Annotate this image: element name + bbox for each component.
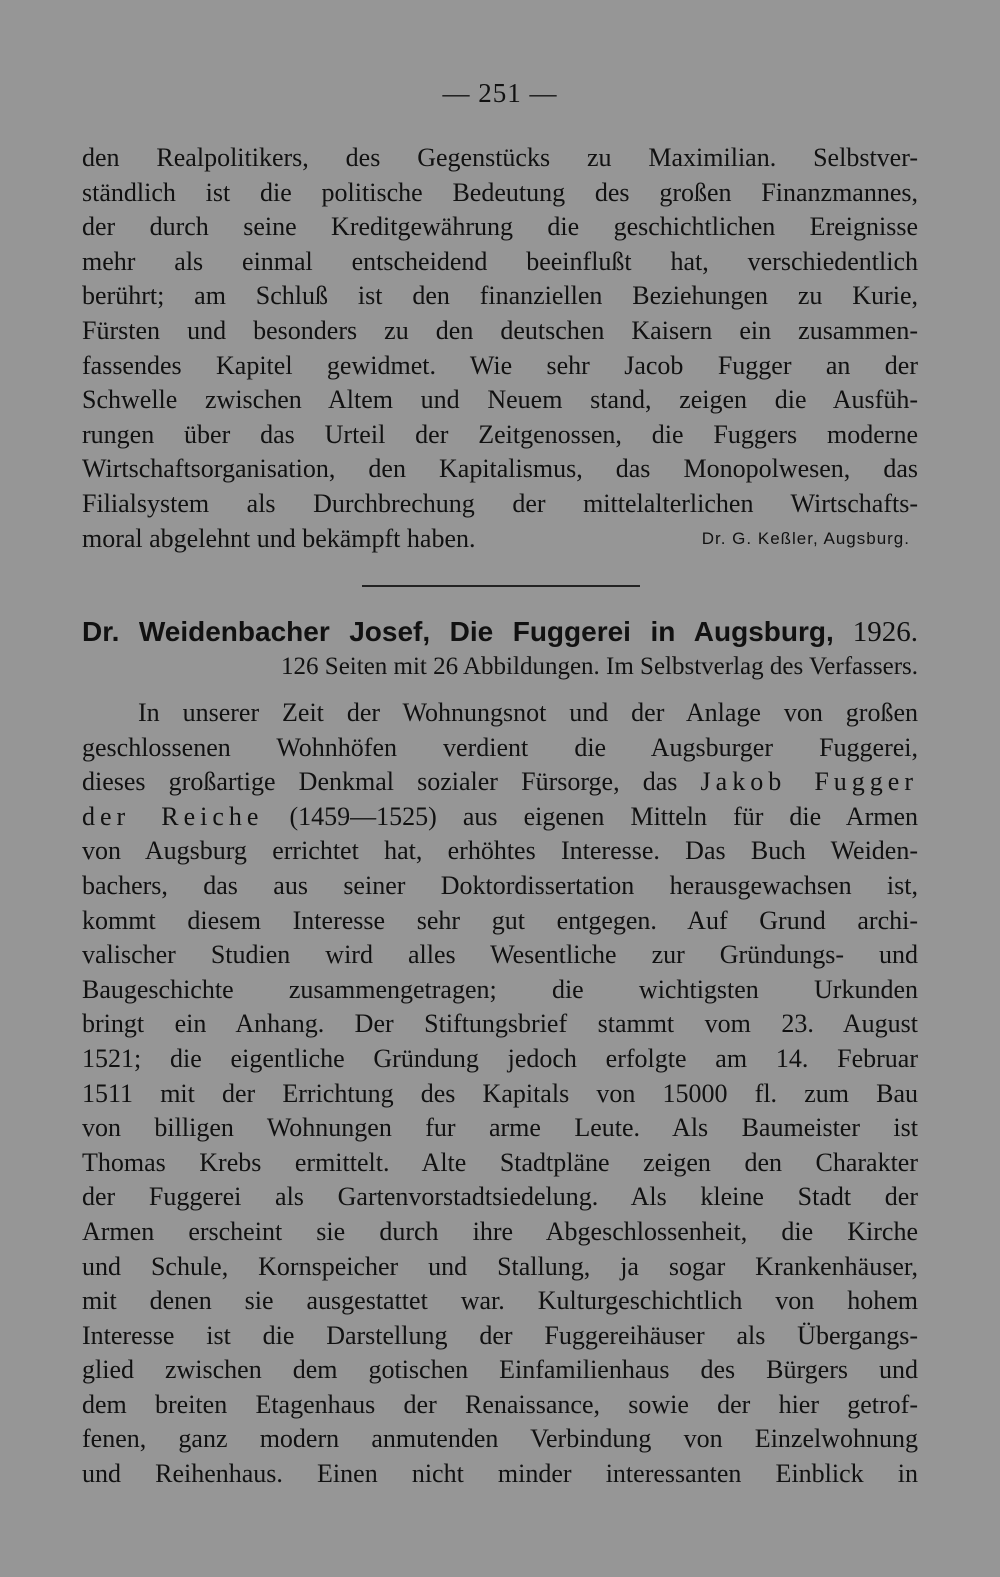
- book-citation: Dr. Weidenbacher Josef, Die Fuggerei in Augsburg,: [82, 616, 834, 647]
- text-line: Filialsystem als Durchbrechung der mittelalterlichen Wirtschafts-: [82, 488, 918, 518]
- review-continuation: [82, 141, 918, 556]
- text-line: [82, 765, 918, 800]
- text-line: Thomas Krebs ermittelt. Alte Stadtpläne zeigen den Charakter: [82, 1147, 918, 1177]
- emphasized-name: der Reiche: [82, 801, 264, 831]
- text-line: Fürsten und besonders zu den deutschen Kaisern ein zusammen-: [82, 315, 918, 345]
- text-line: In unserer Zeit der Wohnungsnot und der Anlage von großen: [138, 698, 918, 727]
- text-line: Wirtschaftsorganisation, den Kapitalismus, das Monopolwesen, das: [82, 454, 918, 484]
- text-line: glied zwischen dem gotischen Einfamilienhaus des Bürgers und: [82, 1355, 918, 1385]
- text-line: 1511 mit der Errichtung des Kapitals von 15000 fl. zum Bau: [82, 1078, 918, 1108]
- text-line: fenen, ganz modern anmutenden Verbindung von Einzelwohnung: [82, 1424, 918, 1454]
- text-line: von Augsburg errichtet hat, erhöhtes Interesse. Das Buch Weiden-: [82, 836, 918, 866]
- text-line: dem breiten Etagenhaus der Renaissance, sowie der hier getrof-: [82, 1389, 918, 1419]
- text-segment: (1459—1525) aus eigenen Mitteln für die Armen: [289, 801, 919, 831]
- text-line: kommt diesem Interesse sehr gut entgegen. Auf Grund archi-: [82, 905, 918, 935]
- text-segment: dieses großartige Denkmal sozialer Fürsorge, das: [82, 767, 678, 797]
- text-line: der Fuggerei als Gartenvorstadtsiedelung. Als kleine Stadt der: [82, 1182, 918, 1212]
- text-line: rungen über das Urteil der Zeitgenossen, die Fuggers moderne: [82, 419, 918, 449]
- text-line: und Schule, Kornspeicher und Stallung, ja sogar Krankenhäuser,: [82, 1251, 918, 1281]
- text-line: mehr als einmal entscheidend beeinflußt hat, verschiedentlich: [82, 246, 918, 276]
- text-line: Interesse ist die Darstellung der Fuggereihäuser als Übergangs-: [82, 1320, 918, 1350]
- text-line: Baugeschichte zusammengetragen; die wichtigsten Urkunden: [82, 974, 918, 1004]
- review-body: [82, 696, 918, 1492]
- text-line: [82, 800, 918, 835]
- text-line: bringt ein Anhang. Der Stiftungsbrief stammt vom 23. August: [82, 1009, 918, 1039]
- text-line: den Realpolitikers, des Gegenstücks zu Maximilian. Selbstver-: [82, 143, 918, 172]
- text-line: Schwelle zwischen Altem und Neuem stand, zeigen die Ausfüh-: [82, 385, 918, 415]
- text-line: geschlossenen Wohnhöfen verdient die Augsburger Fuggerei,: [82, 732, 918, 762]
- text-line-last: [82, 522, 918, 557]
- text-line: der durch seine Kreditgewährung die geschichtlichen Ereignisse: [82, 212, 918, 242]
- text-line: ständlich ist die politische Bedeutung des großen Finanzmannes,: [82, 177, 918, 207]
- emphasized-name: Jakob Fugger: [700, 767, 919, 797]
- book-details: 126 Seiten mit 26 Abbildungen. Im Selbstverlag des Verfassers.: [281, 653, 918, 680]
- publication-year: 1926.: [852, 616, 918, 648]
- text-line: fassendes Kapitel gewidmet. Wie sehr Jacob Fugger an der: [82, 350, 918, 380]
- reviewer-signature: Dr. G. Keßler, Augsburg.: [701, 528, 910, 548]
- text-line: berührt; am Schluß ist den finanziellen Beziehungen zu Kurie,: [82, 281, 918, 311]
- text-line: Armen erscheint sie durch ihre Abgeschlossenheit, die Kirche: [82, 1216, 918, 1246]
- text-line: und Reihenhaus. Einen nicht minder interessanten Einblick in: [82, 1459, 918, 1489]
- text-line: von billigen Wohnungen fur arme Leute. Als Baumeister ist: [82, 1113, 918, 1143]
- text-line: mit denen sie ausgestattet war. Kulturgeschichtlich von hohem: [82, 1286, 918, 1316]
- page-number: — 251 —: [442, 78, 558, 108]
- text-line: bachers, das aus seiner Doktordissertation herausgewachsen ist,: [82, 870, 918, 900]
- section-divider: [362, 585, 640, 587]
- text-line-content: moral abgelehnt und bekämpft haben.: [82, 523, 476, 553]
- text-line: valischer Studien wird alles Wesentliche zur Gründungs- und: [82, 940, 918, 970]
- review-heading: [82, 614, 918, 650]
- text-line: 1521; die eigentliche Gründung jedoch erfolgte am 14. Februar: [82, 1043, 918, 1073]
